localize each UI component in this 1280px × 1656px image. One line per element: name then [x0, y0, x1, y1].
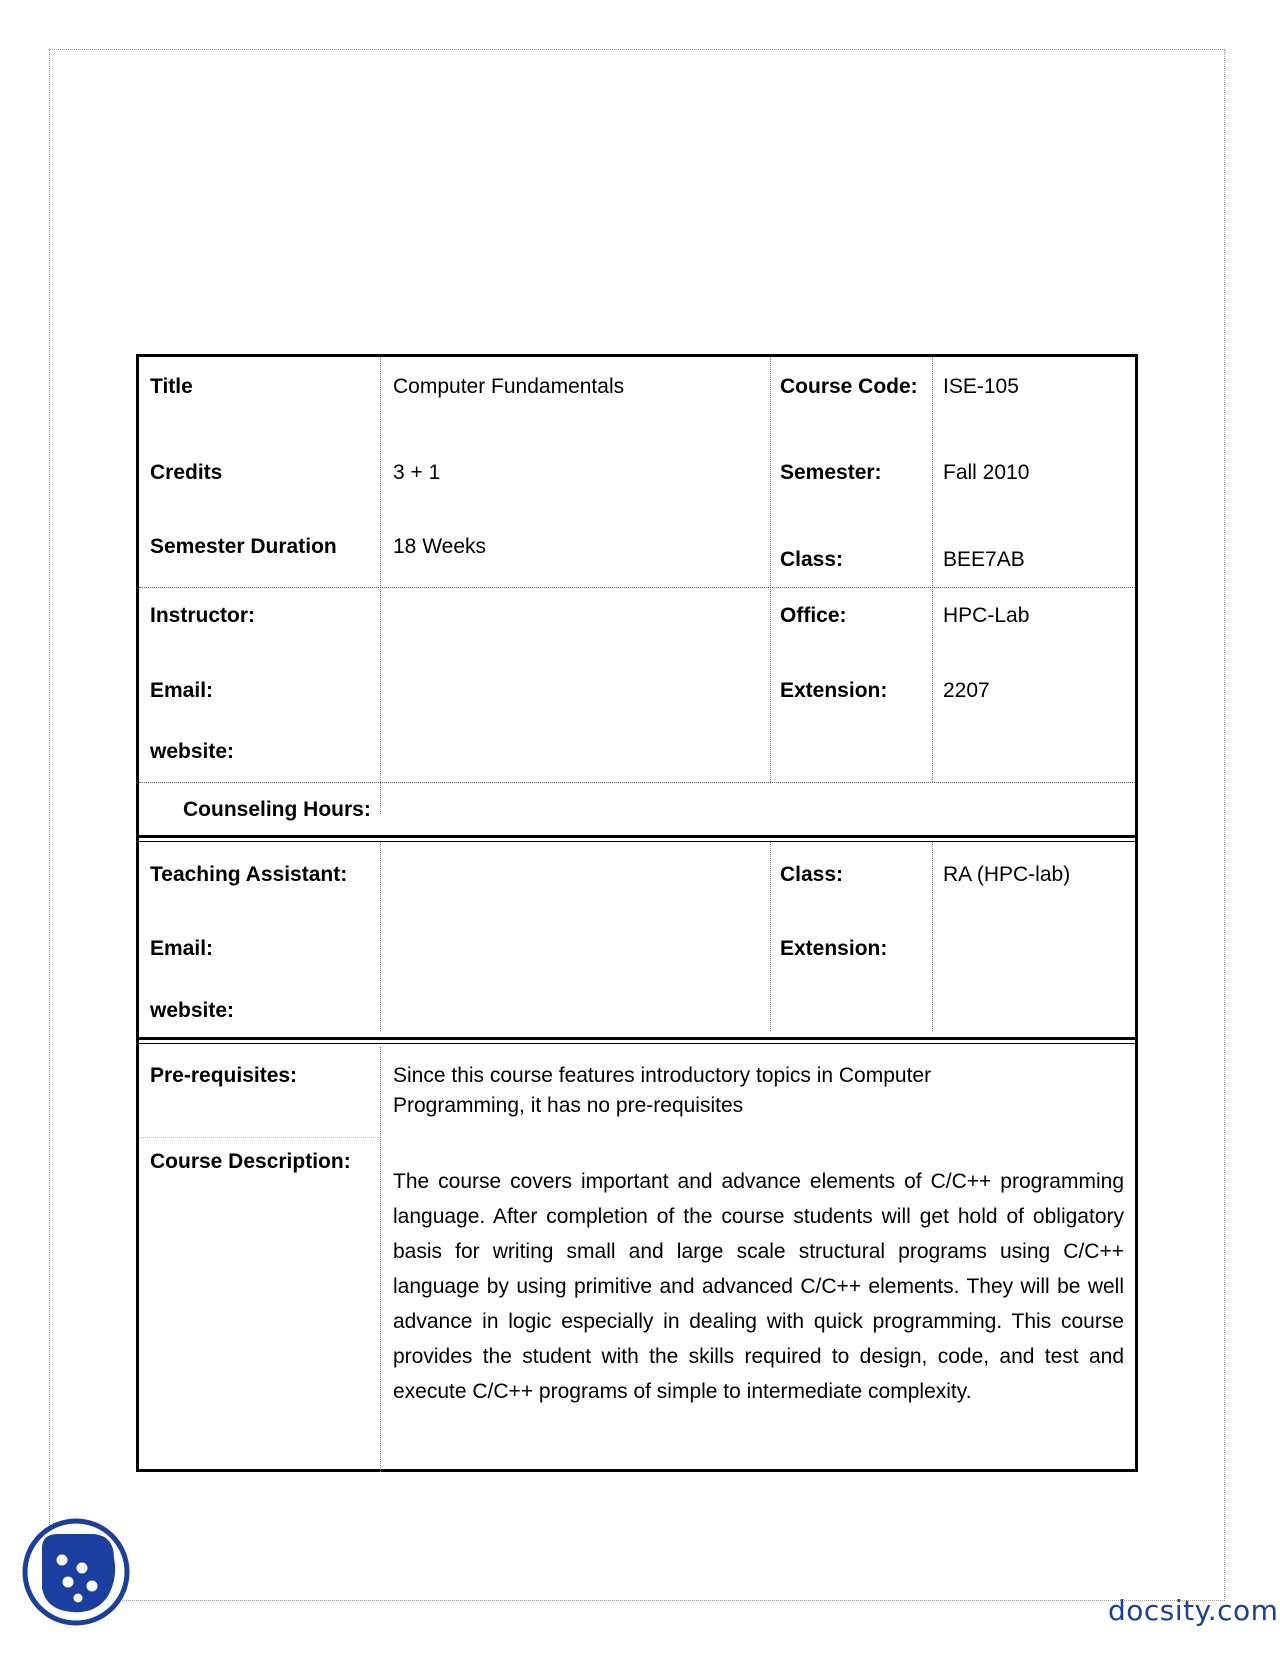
section-divider	[136, 841, 1138, 842]
title-label: Title	[150, 375, 193, 398]
ta-class-label: Class:	[780, 863, 844, 886]
prerequisites-line-1: Since this course features introductory topics in Computer	[393, 1064, 932, 1087]
column-divider	[770, 357, 771, 782]
duration-value: 18 Weeks	[393, 535, 486, 558]
row-divider	[139, 587, 1135, 588]
column-divider	[770, 841, 771, 1031]
credits-label: Credits	[150, 461, 223, 484]
column-divider	[380, 1047, 381, 1472]
office-value: HPC-Lab	[943, 604, 1030, 627]
credits-value: 3 + 1	[393, 461, 441, 484]
row-divider	[139, 1137, 380, 1138]
instructor-label: Instructor:	[150, 604, 255, 627]
row-divider	[139, 782, 1135, 783]
column-divider	[380, 841, 381, 1031]
duration-label: Semester Duration	[150, 535, 337, 558]
course-code-label: Course Code:	[780, 375, 918, 398]
column-divider	[380, 357, 381, 814]
office-label: Office:	[780, 604, 847, 627]
counseling-hours-label: Counseling Hours:	[183, 798, 371, 821]
semester-value: Fall 2010	[943, 461, 1030, 484]
class-value: BEE7AB	[943, 548, 1025, 571]
instructor-extension-label: Extension:	[780, 679, 888, 702]
ta-email-label: Email:	[150, 937, 214, 960]
section-divider	[136, 835, 1138, 838]
ta-label: Teaching Assistant:	[150, 863, 348, 886]
course-description-text: The course covers important and advance elements of C/C++ programming language. After completion of the course students will get hold of obligatory basis for writing small and large scale structural programs using C/C++ language by using primitive and advanced C/C++ elements. They will be well advance in logic especially in dealing with quick programming. This course provides the student with the skills required to design, code, and test and execute C/C++ programs of simple to intermediate complexity.	[393, 1170, 1124, 1403]
column-divider	[932, 357, 933, 782]
docsity-logo-icon	[22, 1518, 130, 1626]
course-code-value: ISE-105	[943, 375, 1019, 398]
column-divider	[932, 841, 933, 1031]
ta-class-value: RA (HPC-lab)	[943, 863, 1071, 886]
instructor-email-label: Email:	[150, 679, 214, 702]
instructor-website-label: website:	[150, 740, 235, 763]
instructor-extension-value: 2207	[943, 679, 990, 702]
course-description-label: Course Description:	[150, 1150, 351, 1173]
title-value: Computer Fundamentals	[393, 375, 625, 398]
prerequisites-label: Pre-requisites:	[150, 1064, 298, 1087]
semester-label: Semester:	[780, 461, 882, 484]
section-divider	[136, 1043, 1138, 1044]
class-label: Class:	[780, 548, 844, 571]
ta-website-label: website:	[150, 999, 235, 1022]
ta-extension-label: Extension:	[780, 937, 888, 960]
docsity-brand-text[interactable]: docsity.com	[1108, 1594, 1279, 1627]
section-divider	[136, 1037, 1138, 1040]
prerequisites-line-2: Programming, it has no pre-requisites	[393, 1094, 744, 1117]
